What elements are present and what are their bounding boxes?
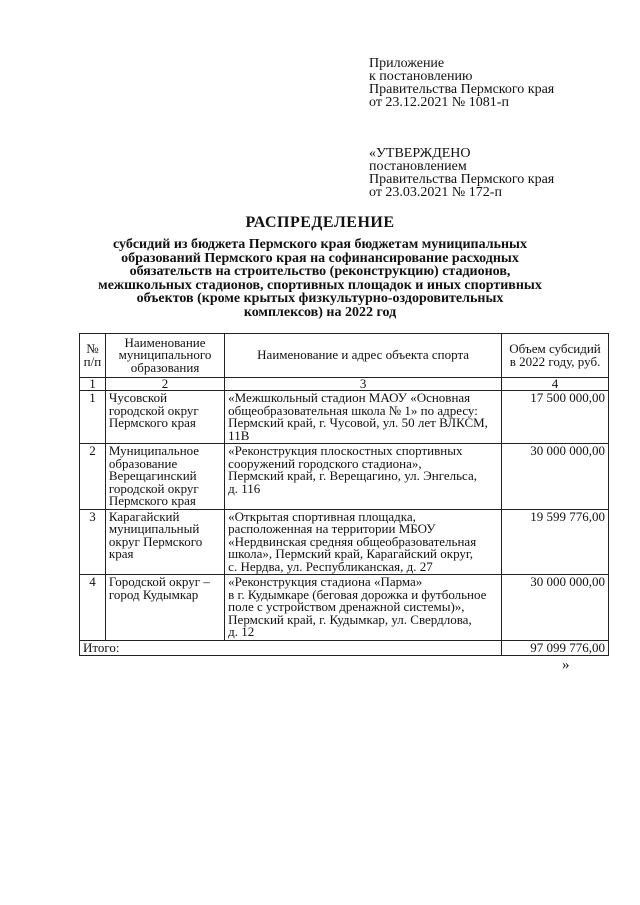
total-row	[80, 640, 609, 656]
column-index: 2	[105, 378, 224, 391]
object-line: Пермский край, г. Чусовой, ул. 50 лет ВЛКСМ,	[228, 415, 488, 430]
object-line: с. Нердва, ул. Республиканская, д. 27	[228, 558, 433, 574]
row-num: 1	[80, 391, 106, 444]
table-row	[80, 391, 609, 444]
row-municipality: Муниципальное образование Верещагинский городской округ Пермского края	[105, 444, 224, 510]
document-subtitle	[60, 238, 580, 319]
subtitle-line: объектов (кроме крытых физкультурно-оздоровительных	[136, 291, 504, 306]
approval-line: Правительства Пермского края	[369, 172, 555, 187]
object-line: «Реконструкция плоскостных спортивных	[228, 443, 463, 458]
header-amount: Объем субсидий в 2022 году, руб.	[502, 334, 609, 378]
total-amount: 97 099 776,00	[502, 640, 609, 656]
document-title: РАСПРЕДЕЛЕНИЕ	[245, 214, 395, 231]
row-amount: 17 500 000,00	[502, 391, 609, 444]
header-num: № п/п	[80, 334, 106, 378]
object-line: школа», Пермский край, Карагайский округ,	[228, 546, 474, 561]
appendix-line: Правительства Пермского края	[369, 82, 555, 97]
header-object: Наименование и адрес объекта спорта	[225, 334, 502, 378]
approval-line: постановлением	[369, 159, 467, 174]
table-row	[80, 444, 609, 510]
row-amount: 19 599 776,00	[502, 509, 609, 575]
approval-block	[369, 147, 554, 199]
object-line: Пермский край, г. Кудымкар, ул. Свердлова,	[228, 611, 472, 627]
object-line: поле с устройством дренажной системы)»,	[228, 599, 465, 614]
column-index-row	[80, 378, 609, 391]
table-row	[80, 509, 609, 575]
appendix-line: от 23.12.2021 № 1081-п	[369, 95, 509, 110]
object-line: в г. Кудымкаре (беговая дорожка и футбольное	[228, 586, 487, 602]
distribution-table	[79, 333, 609, 656]
row-municipality: Городской округ – город Кудымкар	[105, 575, 224, 641]
object-line: Пермский край, г. Верещагино, ул. Энгельса,	[228, 468, 478, 483]
appendix-line: к постановлению	[369, 69, 473, 84]
row-amount: 30 000 000,00	[502, 444, 609, 510]
approval-line: «УТВЕРЖДЕНО	[369, 146, 471, 161]
closing-quote: »	[562, 657, 570, 673]
row-object	[225, 444, 502, 510]
approval-line: от 23.03.2021 № 172-п	[369, 185, 502, 200]
subtitle-line: обязательств на строительство (реконструкцию) стадионов,	[129, 264, 511, 279]
object-line: д. 116	[228, 480, 261, 496]
column-index: 4	[502, 378, 609, 391]
object-line: «Реконструкция стадиона «Парма»	[228, 574, 423, 589]
subtitle-line: межшкольных стадионов, спортивных площадок и иных спортивных	[98, 277, 542, 293]
row-object	[225, 575, 502, 641]
row-object	[225, 509, 502, 575]
object-line: сооружений городского стадиона»,	[228, 455, 422, 471]
row-object	[225, 391, 502, 444]
appendix-block	[369, 57, 554, 109]
row-municipality: Карагайский муниципальный округ Пермского края	[105, 509, 224, 575]
row-amount: 30 000 000,00	[502, 575, 609, 641]
object-line: «Межшкольный стадион МАОУ «Основная	[228, 390, 471, 405]
subtitle-line: субсидий из бюджета Пермского края бюджетам муниципальных	[113, 237, 527, 252]
object-line: 11В	[228, 427, 250, 443]
subtitle-line: комплексов) на 2022 год	[243, 304, 397, 320]
header-municipality: Наименование муниципального образования	[105, 334, 224, 378]
object-line: общеобразовательная школа № 1» по адресу:	[228, 402, 478, 418]
object-line: «Нердвинская средняя общеобразовательная	[228, 533, 477, 549]
object-line: расположенная на территории МБОУ	[228, 521, 436, 536]
appendix-line: Приложение	[369, 56, 445, 71]
table-header-row	[80, 334, 609, 378]
column-index: 1	[80, 378, 106, 391]
object-line: «Открытая спортивная площадка,	[228, 508, 416, 524]
row-num: 4	[80, 575, 106, 641]
table-row	[80, 575, 609, 641]
row-num: 3	[80, 509, 106, 575]
column-index: 3	[225, 378, 502, 391]
total-label: Итого:	[80, 640, 502, 656]
row-municipality: Чусовской городской округ Пермского края	[105, 391, 224, 444]
object-line: д. 12	[228, 624, 255, 639]
subtitle-line: образований Пермского края на софинансирование расходных	[121, 250, 519, 266]
row-num: 2	[80, 444, 106, 510]
